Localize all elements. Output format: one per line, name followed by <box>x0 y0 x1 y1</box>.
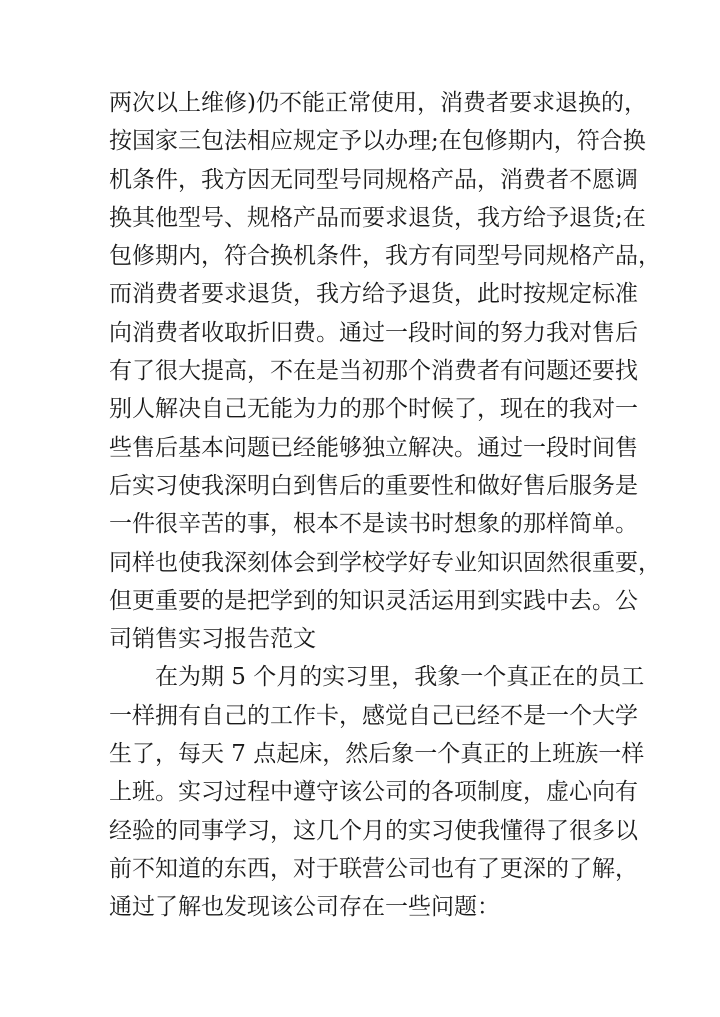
paragraph-1 <box>109 84 661 658</box>
text-line: 经验的同事学习，这几个月的实习使我懂得了很多以 <box>109 817 638 844</box>
text-line: 向消费者收取折旧费。通过一段时间的努力我对售后 <box>109 319 638 346</box>
paragraph-2 <box>109 658 645 926</box>
section-title-line: 司销售实习报告范文 <box>109 626 316 653</box>
text-line: 两次以上维修)仍不能正常使用，消费者要求退换的， <box>109 90 647 116</box>
text-line: 一样拥有自己的工作卡，感觉自己已经不是一个大学 <box>109 702 638 729</box>
text-line: 一件很辛苦的事，根本不是读书时想象的那样简单。 <box>109 511 638 538</box>
text-line: 别人解决自己无能为力的那个时候了，现在的我对一 <box>109 396 638 423</box>
text-line: 前不知道的东西，对于联营公司也有了更深的了解， <box>109 855 638 882</box>
text-line: 换其他型号、规格产品而要求退货，我方给予退货;在 <box>109 204 646 231</box>
text-line: 而消费者要求退货，我方给予退货，此时按规定标准 <box>109 281 638 308</box>
text-line: 包修期内，符合换机条件，我方有同型号同规格产品， <box>109 243 661 270</box>
text-line: 通过了解也发现该公司存在一些问题： <box>109 894 500 921</box>
text-line: 后实习使我深明白到售后的重要性和做好售后服务是 <box>109 472 638 499</box>
text-line: 些售后基本问题已经能够独立解决。通过一段时间售 <box>109 434 638 461</box>
text-line: 但更重要的是把学到的知识灵活运用到实践中去。公 <box>109 587 638 614</box>
text-line: 机条件，我方因无同型号同规格产品，消费者不愿调 <box>109 166 638 193</box>
text-line: 上班。实习过程中遵守该公司的各项制度，虚心向有 <box>109 779 638 806</box>
text-line: 生了，每天 7 点起床，然后象一个真正的上班族一样 <box>109 741 645 768</box>
text-line: 同样也使我深刻体会到学校学好专业知识固然很重要， <box>109 549 661 576</box>
document-body <box>109 84 661 927</box>
text-line: 有了很大提高，不在是当初那个消费者有问题还要找 <box>109 358 638 385</box>
text-line: 按国家三包法相应规定予以办理;在包修期内，符合换 <box>109 128 646 155</box>
text-line-indented: 在为期 5 个月的实习里，我象一个真正在的员工 <box>155 664 645 691</box>
